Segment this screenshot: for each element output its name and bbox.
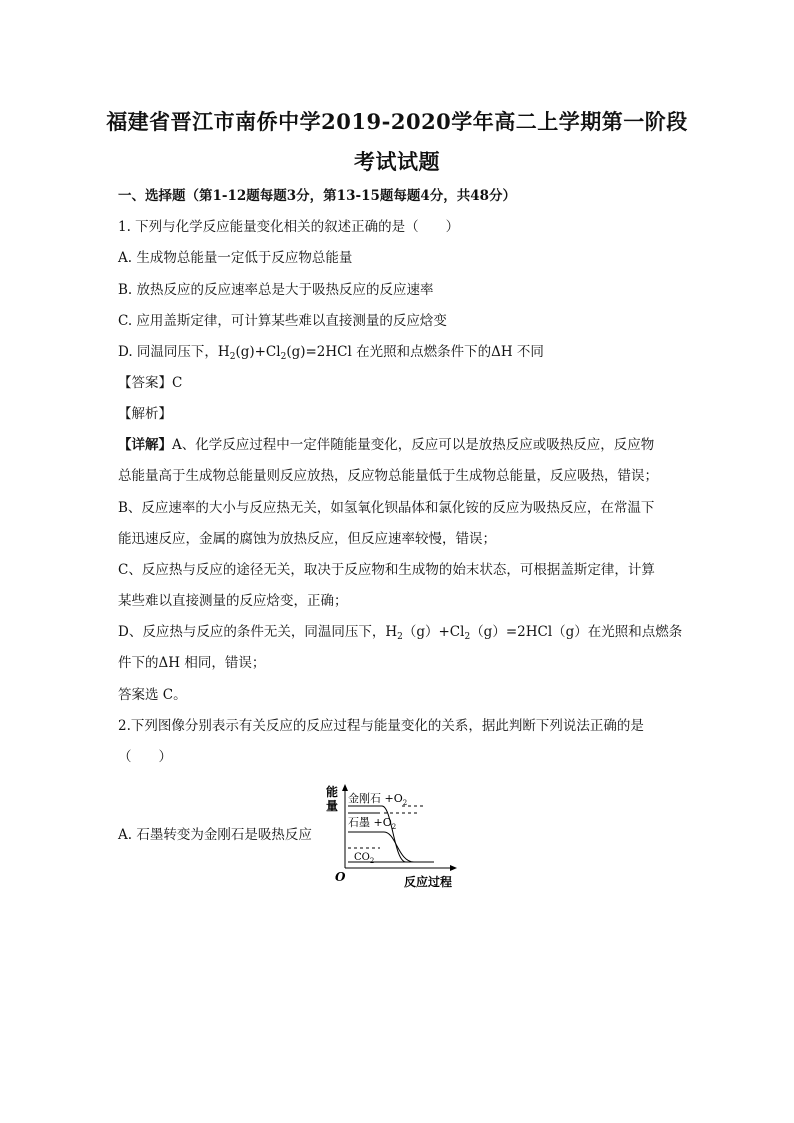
q1-analysis-heading: 【解析】 [118, 406, 172, 422]
origin-label: O [335, 870, 346, 884]
q1-option-d-mid: (g)+Cl [235, 344, 281, 360]
subscript: 2 [229, 352, 236, 362]
detail-d1-post: （g）=2HCl（g）在光照和点燃条 [470, 624, 683, 640]
level-diamond-label: 金刚石 $+O_2$ [348, 792, 408, 807]
energy-diagram [324, 782, 464, 892]
level-co2-label: $CO_2$ [354, 852, 375, 865]
section-heading: 一、选择题（第1-12题每题3分，第13-15题每题4分，共48分） [118, 188, 517, 204]
x-axis-arrow [450, 865, 457, 871]
q1-option-d [118, 343, 544, 361]
doc-title-line1: 福建省晋江市南侨中学2019-2020学年高二上学期第一阶段 [106, 109, 688, 134]
detail-label: 【详解】 [118, 437, 172, 453]
level-graphite-label: 石墨 $+O_2$ [348, 816, 397, 831]
y-label-1: 能 [326, 785, 339, 799]
y-label-2: 量 [326, 799, 339, 813]
q1-detail-c1: C、反应热与反应的途径无关，取决于反应物和生成物的始末状态，可根据盖斯定律，计算 [118, 562, 655, 578]
q2-stem-line1: 2.下列图像分别表示有关反应的反应过程与能量变化的关系，据此判断下列说法正确的是 [118, 718, 644, 734]
q2-option-a: A. 石墨转变为金刚石是吸热反应 [118, 827, 312, 843]
q1-detail-b1: B、反应速率的大小与反应热无关，如氢氧化钡晶体和氯化铵的反应为吸热反应，在常温下 [118, 500, 655, 516]
detail-d1-pre: D、反应热与反应的条件无关，同温同压下，H [118, 624, 398, 640]
q1-conclusion: 答案选 C。 [118, 687, 187, 703]
q1-detail-d2: 件下的ΔH 相同，错误； [118, 655, 266, 671]
q1-detail-a2: 总能量高于生成物总能量则反应放热，反应物总能量低于生成物总能量，反应吸热，错误； [118, 468, 658, 484]
q2-stem-line2: （ ） [118, 749, 172, 765]
x-axis-label: 反应过程 [404, 875, 453, 889]
q1-detail-d1 [118, 623, 682, 641]
y-axis-arrow [342, 784, 348, 791]
q1-option-b: B. 放热反应的反应速率总是大于吸热反应的反应速率 [118, 282, 434, 298]
doc-title-line2: 考试试题 [354, 149, 440, 174]
q1-detail-b2: 能迅速反应，金属的腐蚀为放热反应，但反应速率较慢，错误； [118, 531, 496, 547]
q1-answer: 【答案】C [118, 375, 183, 391]
subscript: 2 [397, 632, 403, 642]
q1-detail-c2: 某些难以直接测量的反应焓变，正确； [118, 593, 348, 609]
q1-option-a: A. 生成物总能量一定低于反应物总能量 [118, 250, 353, 266]
subscript: 2 [464, 632, 471, 642]
q1-detail-a1 [118, 436, 654, 454]
detail-d1-mid: （g）+Cl [402, 624, 465, 640]
q1-option-c: C. 应用盖斯定律，可计算某些难以直接测量的反应焓变 [118, 313, 447, 329]
q1-option-d-pre: D. 同温同压下，H [118, 344, 230, 360]
q1-stem: 1. 下列与化学反应能量变化相关的叙述正确的是（ ） [118, 219, 460, 235]
detail-a1-text: A、化学反应过程中一定伴随能量变化，反应可以是放热反应或吸热反应，反应物 [172, 437, 655, 453]
subscript: 2 [280, 352, 287, 362]
q1-option-d-post: (g)=2HCl 在光照和点燃条件下的ΔH 不同 [286, 344, 544, 360]
